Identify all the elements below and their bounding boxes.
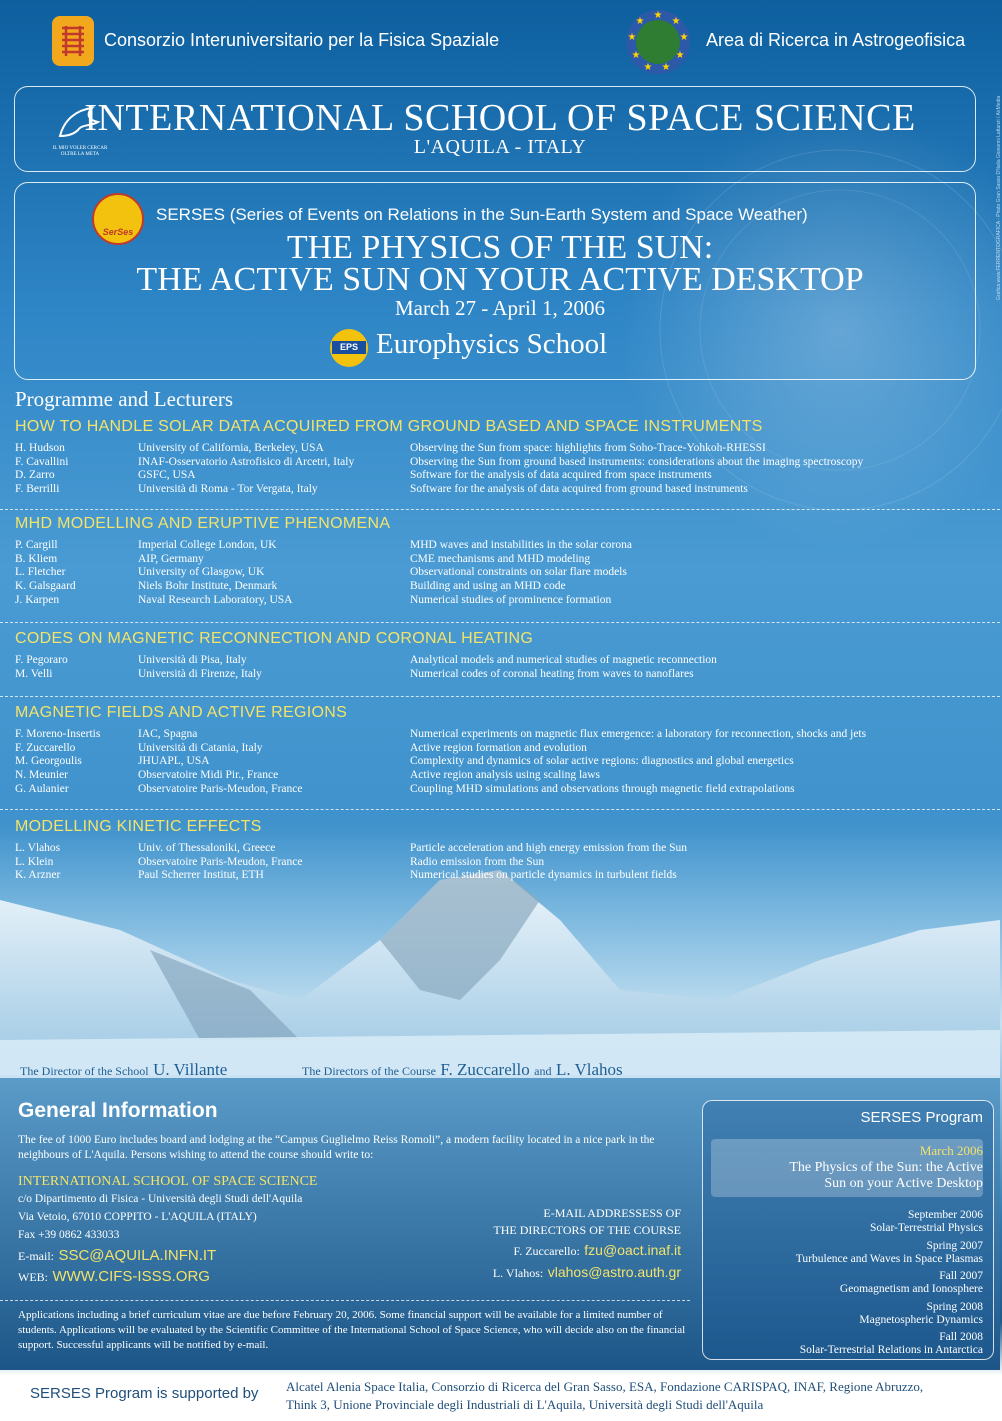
lecturer-affiliation: Observatoire Paris-Meudon, France — [138, 782, 303, 795]
lecture-topic: Active region analysis using scaling laws — [410, 769, 601, 782]
program-item-date: Spring 2007 — [926, 1239, 983, 1252]
school-director-label: The Director of the School — [20, 1064, 149, 1078]
lecture-topic: Numerical studies of prominence formation — [410, 593, 612, 606]
school-location: L'AQUILA - ITALY — [413, 136, 587, 158]
svg-text:★: ★ — [653, 10, 663, 21]
lecturer-affiliation: Observatoire Midi Pir., France — [138, 769, 279, 782]
lecturer-name: K. Galsgaard — [15, 580, 76, 593]
program-item-title: Solar-Terrestrial Relations in Antarctica — [799, 1344, 983, 1356]
lecturer-name: G. Aulanier — [15, 782, 69, 795]
lecturer-affiliation: JHUAPL, USA — [138, 755, 210, 768]
lecturer-affiliation: INAF-Osservatorio Astrofisico di Arcetri, Italy — [138, 455, 355, 468]
section-title: MAGNETIC FIELDS AND ACTIVE REGIONS — [15, 704, 348, 721]
svg-text:★: ★ — [631, 50, 641, 61]
lecturer-name: D. Zarro — [15, 469, 55, 482]
current-event-title1: The Physics of the Sun: the Active — [789, 1160, 983, 1175]
motto-text: IL MIO VOLER CERCAR OLTRE LA META — [52, 146, 108, 157]
school-title: INTERNATIONAL SCHOOL OF SPACE SCIENCE — [84, 97, 916, 139]
lecture-topic: Building and using an MHD code — [410, 580, 566, 593]
europhysics-school: Europhysics School — [376, 328, 608, 360]
serses-program-heading: SERSES Program — [860, 1109, 983, 1126]
event-title-line1: THE PHYSICS OF THE SUN: — [286, 229, 714, 266]
lecturer-name: H. Hudson — [15, 442, 65, 454]
footer-label: SERSES Program is supported by — [30, 1385, 259, 1402]
course-director-1: F. Zuccarello — [440, 1060, 530, 1079]
lecture-topic: CME mechanisms and MHD modeling — [410, 552, 591, 565]
program-item-title: Magnetospheric Dynamics — [859, 1313, 983, 1326]
address-line1: c/o Dipartimento di Fisica - Università degli Studi dell'Aquila — [18, 1193, 303, 1205]
lecture-topic: Particle acceleration and high energy emission from the Sun — [410, 842, 687, 854]
section-divider — [0, 809, 1000, 810]
eps-logo-text: EPS — [332, 341, 366, 354]
footer — [0, 1375, 1000, 1421]
serses-label: SERSES (Series of Events on Relations in the Sun-Earth System and Space Weather) — [156, 205, 808, 224]
svg-text:★: ★ — [679, 32, 689, 43]
svg-text:★: ★ — [635, 16, 645, 27]
director2-email — [430, 1264, 681, 1282]
lecture-topic: Software for the analysis of data acquired from space instruments — [410, 469, 712, 482]
lecturer-name: J. Karpen — [15, 593, 60, 606]
web-label: WEB: — [18, 1270, 48, 1284]
eps-logo — [330, 329, 368, 367]
section-title: MHD MODELLING AND ERUPTIVE PHENOMENA — [15, 515, 391, 532]
lecturer-name: B. Kliem — [15, 552, 58, 565]
cifs-logo — [52, 16, 94, 66]
programme-heading: Programme and Lecturers — [15, 387, 234, 411]
lecturer-affiliation: GSFC, USA — [138, 469, 196, 482]
lecturer-affiliation: AIP, Germany — [138, 552, 204, 565]
lecture-topic: Software for the analysis of data acquired from ground based instruments — [410, 483, 748, 496]
director1-email-link[interactable]: fzu@oact.inaf.it — [584, 1242, 681, 1258]
stars-ring-icon — [626, 10, 690, 74]
side-credit: Grafica www.FERRENTOGRAFICA - Photo Gran Sasso D'Italia Giovanni Lattanzi / AirMedia — [996, 95, 1002, 300]
program-item-title: Geomagnetism and Ionosphere — [839, 1283, 983, 1295]
lecturer-name: K. Arzner — [15, 869, 61, 882]
header-right-org: Area di Ricerca in Astrogeofisica — [706, 30, 966, 50]
lecturer-name: L. Fletcher — [15, 566, 66, 579]
school-email — [18, 1247, 216, 1265]
lecturer-affiliation: University of Glasgow, UK — [138, 566, 265, 579]
lecture-topic: Observing the Sun from ground based instruments: considerations about the imaging spectroscopy — [410, 455, 864, 468]
section-divider — [0, 696, 1000, 697]
lecturer-name: M. Velli — [15, 667, 53, 680]
program-item-date: Fall 2008 — [939, 1331, 983, 1343]
lecture-topic: MHD waves and instabilities in the solar corona — [410, 539, 632, 551]
email-link[interactable]: SSC@AQUILA.INFN.IT — [58, 1247, 217, 1264]
lecturer-name: P. Cargill — [15, 539, 58, 551]
svg-text:★: ★ — [675, 50, 685, 61]
web-link[interactable]: WWW.CIFS-ISSS.ORG — [52, 1268, 210, 1285]
serses-program-panel — [702, 1100, 994, 1360]
current-event-date: March 2006 — [919, 1143, 983, 1158]
lecturer-affiliation: Niels Bohr Institute, Denmark — [138, 580, 278, 593]
svg-text:★: ★ — [643, 62, 653, 73]
lecturer-affiliation: Naval Research Laboratory, USA — [138, 593, 293, 606]
director2-label: L. Vlahos: — [492, 1266, 544, 1280]
school-director-name: U. Villante — [153, 1060, 228, 1079]
lecture-topic: Numerical studies on particle dynamics in turbulent fields — [410, 869, 677, 882]
address-line2: Via Vetoio, 67010 COPPITO - L'AQUILA (ITALY) — [18, 1211, 257, 1223]
course-directors-label: The Directors of the Course — [302, 1064, 436, 1078]
section-title: CODES ON MAGNETIC RECONNECTION AND CORONAL HEATING — [15, 630, 534, 647]
school-web — [18, 1268, 210, 1286]
footer-sponsors-line2: Think 3, Unione Provinciale degli Industriali di L'Aquila, Università degli Studi dell'Aquila — [286, 1397, 764, 1412]
svg-text:★: ★ — [671, 16, 681, 27]
general-heading: General Information — [18, 1099, 218, 1122]
section-divider — [0, 509, 1000, 510]
header-left-org: Consorzio Interuniversitario per la Fisica Spaziale — [104, 30, 500, 50]
lecturer-name: F. Pegoraro — [15, 654, 68, 666]
section-title: HOW TO HANDLE SOLAR DATA ACQUIRED FROM GROUND BASED AND SPACE INSTRUMENTS — [15, 418, 763, 435]
section-divider — [0, 622, 1000, 623]
lecturer-affiliation: Observatoire Paris-Meudon, France — [138, 855, 303, 868]
event-title-line2: THE ACTIVE SUN ON YOUR ACTIVE DESKTOP — [136, 261, 864, 298]
fax: Fax +39 0862 433033 — [18, 1229, 120, 1241]
applications-text: Applications including a brief curriculum vitae are due before February 20, 2006. Some financial support will be available for a limited number of students. Applications will be evaluated by the Scientific Committee of the International School of Space Science, who will decide also on the financial support. Successful applicants will be notified by e-mail. — [18, 1309, 686, 1351]
lecturer-name: F. Cavallini — [15, 455, 69, 468]
lecturer-affiliation: Paul Scherrer Institut, ETH — [138, 869, 264, 882]
director2-email-link[interactable]: vlahos@astro.auth.gr — [547, 1264, 681, 1280]
lecturer-affiliation: University of California, Berkeley, USA — [138, 442, 324, 454]
general-text: The fee of 1000 Euro includes board and lodging at the “Campus Guglielmo Reiss Romoli”, a modern facility located in a nice park in the neighbours of L'Aquila. Persons wishing to attend the course should write to: — [18, 1134, 655, 1161]
lecture-topic: Analytical models and numerical studies of magnetic reconnection — [410, 654, 717, 666]
program-item-title: Solar-Terrestrial Physics — [870, 1222, 983, 1234]
program-item-title: Turbulence and Waves in Space Plasmas — [795, 1252, 983, 1265]
lecturer-affiliation: Università di Roma - Tor Vergata, Italy — [138, 483, 318, 496]
program-item-date: Spring 2008 — [926, 1300, 983, 1313]
cifs-logo-icon — [56, 22, 90, 60]
current-event-title2: Sun on your Active Desktop — [824, 1176, 983, 1191]
director1-label: F. Zuccarello: — [513, 1244, 580, 1258]
program-item-date: Fall 2007 — [939, 1270, 983, 1282]
lecture-topic: Active region formation and evolution — [410, 741, 587, 754]
lecture-topic: Numerical experiments on magnetic flux emergence: a laboratory for reconnection, shocks and jets — [410, 728, 867, 740]
lecture-topic: Observing the Sun from space: highlights from Soho-Trace-Yohkoh-RHESSI — [410, 442, 766, 454]
lecturer-affiliation: IAC, Spagna — [138, 728, 198, 740]
lecture-topic: Radio emission from the Sun — [410, 855, 545, 868]
area-ricerca-logo — [626, 10, 690, 74]
email-label: E-mail: — [18, 1249, 54, 1263]
footer-sponsors-line1: Alcatel Alenia Space Italia, Consorzio di Ricerca del Gran Sasso, ESA, Fondazione CARISPAQ, INAF, Regione Abruzzo, — [286, 1379, 924, 1394]
lecture-topic: Numerical codes of coronal heating from waves to nanoflares — [410, 667, 694, 680]
lecture-topic: Complexity and dynamics of solar active regions: diagnostics and global energetics — [410, 755, 794, 768]
lecturer-affiliation: Univ. of Thessaloniki, Greece — [138, 842, 276, 854]
lecturer-affiliation: Università di Catania, Italy — [138, 741, 263, 754]
svg-text:★: ★ — [661, 62, 671, 73]
lecturer-affiliation: Imperial College London, UK — [138, 539, 277, 551]
lecturer-name: L. Klein — [15, 855, 54, 868]
svg-text:★: ★ — [627, 32, 637, 43]
lecturer-name: N. Meunier — [15, 769, 69, 782]
and-text: and — [534, 1064, 552, 1078]
lecturer-name: F. Moreno-Insertis — [15, 728, 101, 740]
director1-email — [430, 1242, 681, 1260]
section-title: MODELLING KINETIC EFFECTS — [15, 818, 262, 835]
lecturer-name: F. Berrilli — [15, 483, 60, 496]
lecture-topic: Observational constraints on solar flare models — [410, 566, 627, 579]
director-emails-heading1: E-MAIL ADDRESSESS OF — [543, 1206, 681, 1220]
program-item-date: September 2006 — [907, 1209, 983, 1221]
serses-logo-text: SerSes — [102, 227, 134, 237]
director-emails-heading2: THE DIRECTORS OF THE COURSE — [493, 1223, 681, 1237]
course-director-2: L. Vlahos — [555, 1060, 623, 1079]
address-title: INTERNATIONAL SCHOOL OF SPACE SCIENCE — [18, 1174, 318, 1189]
lecturer-name: M. Georgoulis — [15, 755, 82, 768]
lecturer-name: F. Zuccarello — [15, 741, 76, 754]
event-dates: March 27 - April 1, 2006 — [395, 296, 605, 320]
course-directors — [302, 1060, 623, 1080]
lecturer-affiliation: Università di Firenze, Italy — [138, 667, 262, 680]
lecturer-affiliation: Università di Pisa, Italy — [138, 654, 247, 666]
divider — [0, 1300, 690, 1301]
lecture-topic: Coupling MHD simulations and observations through magnetic field extrapolations — [410, 782, 795, 795]
lecturer-name: L. Vlahos — [15, 842, 61, 854]
school-director — [20, 1060, 227, 1080]
